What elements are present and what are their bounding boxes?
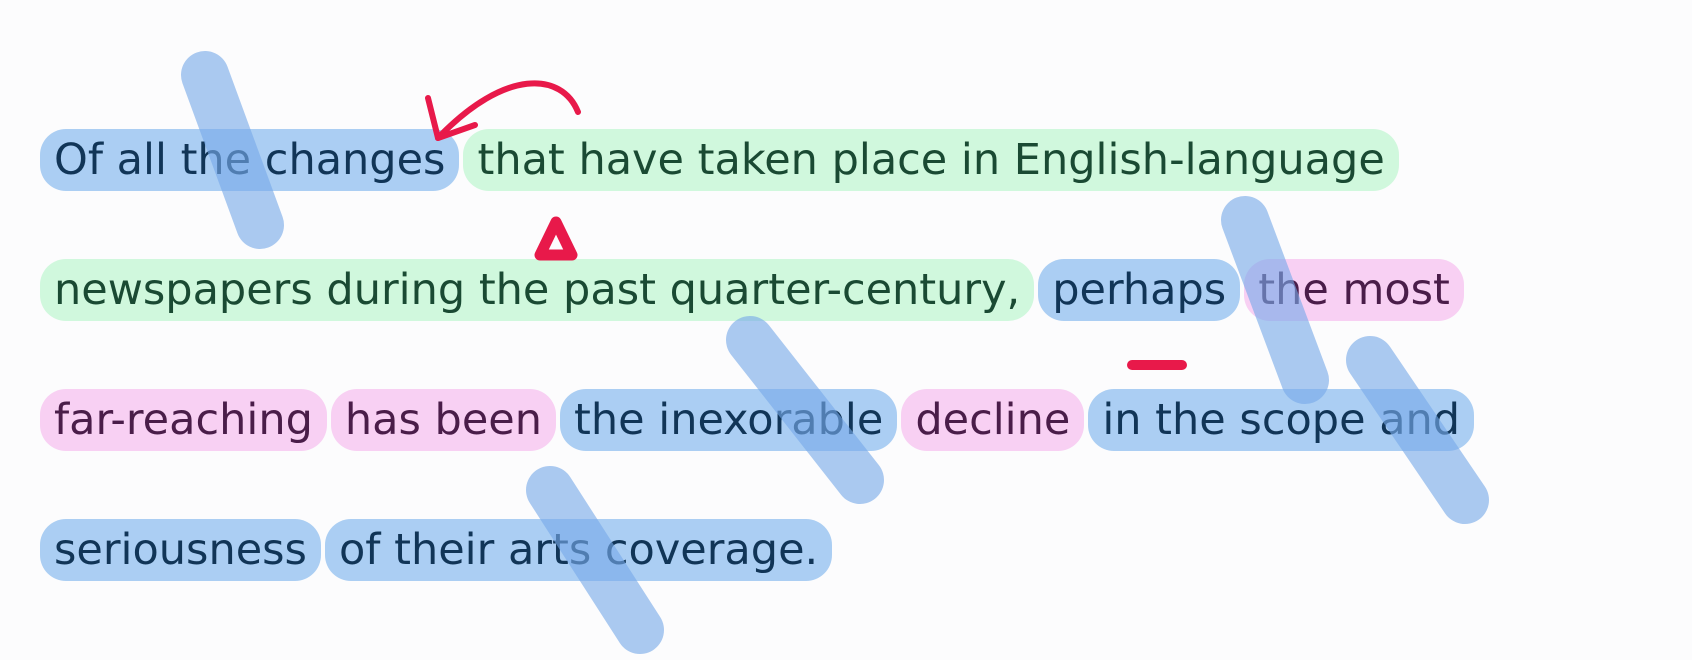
highlight-blue-phrase: seriousness bbox=[40, 519, 321, 581]
highlight-pink-phrase: far-reaching bbox=[40, 389, 327, 451]
highlight-pink-phrase: has been bbox=[331, 389, 556, 451]
passage-line-4 bbox=[40, 510, 836, 590]
highlight-blue-phrase: perhaps bbox=[1038, 259, 1240, 321]
highlight-blue-phrase: Of all the changes bbox=[40, 129, 459, 191]
highlight-blue-phrase: of their arts coverage. bbox=[325, 519, 832, 581]
passage-line-1 bbox=[40, 120, 1403, 200]
highlight-pink-phrase: the most bbox=[1244, 259, 1464, 321]
highlight-pink-phrase: decline bbox=[901, 389, 1084, 451]
passage-line-2 bbox=[40, 250, 1468, 330]
passage-line-3 bbox=[40, 380, 1478, 460]
highlight-green-phrase: newspapers during the past quarter-century, bbox=[40, 259, 1034, 321]
highlight-green-phrase: that have taken place in English-language bbox=[463, 129, 1398, 191]
highlight-blue-phrase: in the scope and bbox=[1088, 389, 1474, 451]
highlight-blue-phrase: the inexorable bbox=[560, 389, 897, 451]
